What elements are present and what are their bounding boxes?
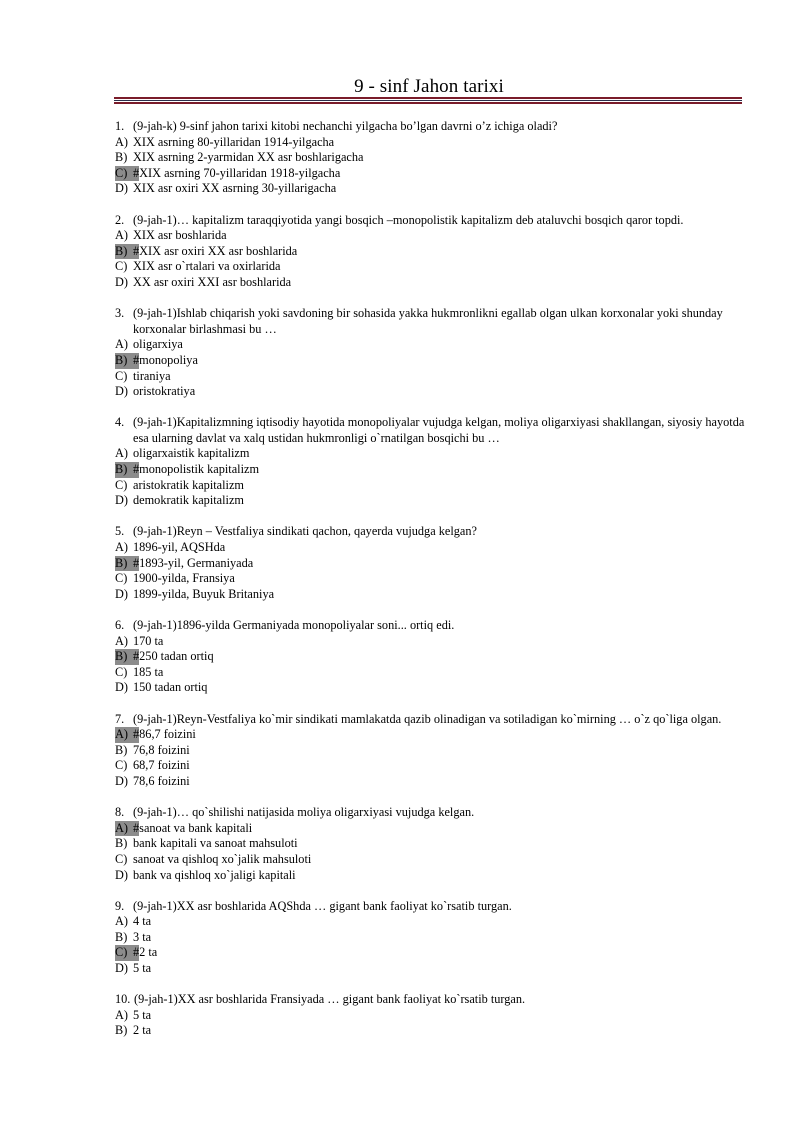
option-text: XIX asr oxiri XX asr boshlarida — [139, 243, 298, 258]
question-number: 4. — [115, 415, 125, 430]
option-text: 68,7 foizini — [133, 758, 190, 773]
option-text: 250 tadan ortiq — [139, 649, 214, 664]
option-letter: D) — [115, 961, 128, 976]
answer-option — [115, 228, 745, 244]
answer-option — [115, 259, 745, 275]
question-text: (9-jah-1)XX asr boshlarida AQShda … gigant bank faoliyat ko`rsatib turgan. — [133, 898, 512, 913]
option-text: aristokratik kapitalizm — [133, 477, 244, 492]
question-text: (9-jah-k) 9-sinf jahon tarixi kitobi nechanchi yilgacha bo’lgan davrni o’z ichiga oladi? — [133, 119, 558, 133]
option-text: 1900-yilda, Fransiya — [133, 571, 235, 586]
option-letter: B) — [115, 742, 128, 757]
correct-answer-marker: # — [133, 243, 140, 258]
question-stem — [115, 415, 745, 446]
answer-option — [115, 446, 745, 462]
option-text: 4 ta — [133, 914, 152, 929]
answer-option — [115, 914, 745, 930]
option-letter: A) — [115, 821, 133, 837]
option-text: tiraniya — [133, 368, 171, 383]
option-text: 1893-yil, Germaniyada — [139, 555, 254, 570]
answer-option — [115, 680, 745, 696]
option-letter: C) — [115, 571, 128, 586]
answer-option — [115, 634, 745, 650]
answer-option-correct — [115, 556, 745, 572]
correct-answer-marker: # — [133, 945, 140, 960]
question-text: (9-jah-1)Reyn-Vestfaliya ko`mir sindikati mamlakatda qazib olinadigan va sotiladigan ko`mirning … o`z qo`liga olgan. — [133, 711, 722, 726]
question-number: 8. — [115, 805, 125, 820]
option-text: 150 tadan ortiq — [133, 680, 208, 695]
option-letter: D) — [115, 680, 128, 695]
option-text: bank va qishloq xo`jaligi kapitali — [133, 867, 296, 882]
option-letter: A) — [115, 134, 128, 149]
question-item — [115, 213, 745, 291]
answer-option-correct — [115, 462, 745, 478]
answer-option — [115, 587, 745, 603]
option-letter: C) — [115, 477, 128, 492]
option-letter: B) — [115, 836, 128, 851]
question-number: 3. — [115, 306, 125, 321]
correct-answer-marker: # — [133, 165, 140, 180]
question-item — [115, 992, 745, 1039]
correct-answer-marker: # — [133, 727, 140, 742]
question-item — [115, 415, 745, 509]
question-stem — [115, 805, 745, 821]
answer-option — [115, 275, 745, 291]
option-letter: B) — [115, 150, 128, 165]
answer-option-correct — [115, 945, 745, 961]
question-text: (9-jah-1)… kapitalizm taraqqiyotida yangi bosqich –monopolistik kapitalizm deb ataluvchi bosqich qaror topdi. — [133, 212, 684, 227]
option-text: 5 ta — [133, 961, 152, 976]
option-letter: C) — [115, 851, 128, 866]
option-letter: D) — [115, 384, 128, 399]
answer-option-correct — [115, 166, 745, 182]
option-letter: D) — [115, 493, 128, 508]
answer-option — [115, 930, 745, 946]
answer-option — [115, 1008, 745, 1024]
answer-option — [115, 665, 745, 681]
question-number: 10. — [115, 992, 131, 1007]
option-letter: B) — [115, 556, 133, 572]
option-letter: B) — [115, 649, 133, 665]
question-item — [115, 618, 745, 696]
answer-option — [115, 135, 745, 151]
question-text: (9-jah-1)Kapitalizmning iqtisodiy hayotida monopoliyalar vujudga kelgan, moliya oligarxiyasi shakllangan, siyosiy hayotda esa ularning davlat va xalq ustidan hukmronligi o`rnatilgan bosqichi bu … — [133, 415, 745, 445]
correct-answer-marker: # — [133, 352, 140, 367]
option-text: 76,8 foizini — [133, 742, 190, 757]
option-letter: B) — [115, 244, 133, 260]
option-text: XIX asr oxiri XX asrning 30-yillarigacha — [133, 181, 337, 196]
option-letter: C) — [115, 945, 133, 961]
option-letter: C) — [115, 166, 133, 182]
answer-option-correct — [115, 244, 745, 260]
title-divider — [114, 97, 742, 99]
option-text: 2 ta — [139, 945, 158, 960]
option-letter: D) — [115, 181, 128, 196]
question-stem — [115, 119, 745, 135]
option-letter: B) — [115, 462, 133, 478]
option-text: XIX asr boshlarida — [133, 228, 227, 243]
answer-option — [115, 743, 745, 759]
answer-option — [115, 384, 745, 400]
answer-option — [115, 868, 745, 884]
option-letter: B) — [115, 929, 128, 944]
option-letter: A) — [115, 540, 128, 555]
question-number: 7. — [115, 711, 125, 726]
option-letter: C) — [115, 664, 128, 679]
option-text: 78,6 foizini — [133, 773, 190, 788]
option-text: 3 ta — [133, 929, 152, 944]
option-letter: D) — [115, 586, 128, 601]
question-item — [115, 119, 745, 197]
question-number: 2. — [115, 212, 125, 227]
question-number: 6. — [115, 618, 125, 632]
answer-option-correct — [115, 649, 745, 665]
answer-option — [115, 961, 745, 977]
option-letter: A) — [115, 1007, 128, 1022]
option-text: demokratik kapitalizm — [133, 493, 244, 508]
answer-option — [115, 369, 745, 385]
question-item — [115, 712, 745, 790]
question-stem — [115, 618, 745, 634]
option-text: 170 ta — [133, 633, 164, 648]
question-text: (9-jah-1)Reyn – Vestfaliya sindikati qachon, qayerda vujudga kelgan? — [133, 524, 477, 539]
question-list — [115, 119, 745, 1055]
option-letter: D) — [115, 274, 128, 289]
option-letter: A) — [115, 337, 128, 352]
question-item — [115, 899, 745, 977]
option-letter: C) — [115, 368, 128, 383]
question-text: (9-jah-1)XX asr boshlarida Fransiyada … gigant bank faoliyat ko`rsatib turgan. — [134, 992, 526, 1007]
correct-answer-marker: # — [133, 462, 140, 477]
option-letter: B) — [115, 353, 133, 369]
question-stem — [115, 899, 745, 915]
answer-option — [115, 337, 745, 353]
option-letter: D) — [115, 773, 128, 788]
page-title: 9 - sinf Jahon tarixi — [354, 76, 504, 97]
option-text: monopoliya — [139, 352, 198, 367]
question-item — [115, 805, 745, 883]
answer-option — [115, 540, 745, 556]
option-text: 2 ta — [133, 1023, 152, 1038]
option-text: XIX asrning 80-yillaridan 1914-yilgacha — [133, 134, 335, 149]
option-text: oligarxaistik kapitalizm — [133, 446, 250, 461]
option-text: XIX asrning 2-yarmidan XX asr boshlarigacha — [133, 150, 364, 165]
correct-answer-marker: # — [133, 555, 140, 570]
question-text: (9-jah-1)Ishlab chiqarish yoki savdoning bir sohasida yakka hukmronlikni egallab olgan ulkan korxonalar yoki shunday korxonalar birlashmasi bu … — [133, 306, 723, 336]
question-item — [115, 306, 745, 400]
option-text: XIX asrning 70-yillaridan 1918-yilgacha — [139, 165, 341, 180]
option-letter: B) — [115, 1023, 128, 1038]
option-text: 185 ta — [133, 664, 164, 679]
answer-option — [115, 181, 745, 197]
option-letter: A) — [115, 446, 128, 461]
option-text: XIX asr o`rtalari va oxirlarida — [133, 259, 281, 274]
question-stem — [115, 306, 745, 337]
question-number: 5. — [115, 524, 125, 539]
option-text: sanoat va bank kapitali — [139, 820, 253, 835]
option-text: oligarxiya — [133, 337, 183, 352]
option-text: XX asr oxiri XXI asr boshlarida — [133, 274, 292, 289]
answer-option — [115, 1023, 745, 1039]
answer-option — [115, 836, 745, 852]
option-text: 5 ta — [133, 1007, 152, 1022]
correct-answer-marker: # — [133, 649, 140, 664]
question-stem — [115, 992, 745, 1008]
answer-option — [115, 150, 745, 166]
option-text: 1896-yil, AQSHda — [133, 540, 226, 555]
question-stem — [115, 213, 745, 229]
answer-option-correct — [115, 727, 745, 743]
option-letter: C) — [115, 259, 128, 274]
option-letter: A) — [115, 633, 128, 648]
option-letter: A) — [115, 727, 133, 743]
option-text: monopolistik kapitalizm — [139, 462, 260, 477]
answer-option-correct — [115, 353, 745, 369]
question-text: (9-jah-1)1896-yilda Germaniyada monopoliyalar soni... ortiq edi. — [133, 618, 455, 632]
question-stem — [115, 712, 745, 728]
correct-answer-marker: # — [133, 820, 140, 835]
title-divider-lower — [114, 102, 742, 104]
option-letter: A) — [115, 228, 128, 243]
answer-option-correct — [115, 821, 745, 837]
option-letter: D) — [115, 867, 128, 882]
question-number: 9. — [115, 898, 125, 913]
option-text: oristokratiya — [133, 384, 196, 399]
question-item — [115, 524, 745, 602]
answer-option — [115, 493, 745, 509]
option-letter: A) — [115, 914, 128, 929]
question-text: (9-jah-1)… qo`shilishi natijasida moliya oligarxiyasi vujudga kelgan. — [133, 805, 475, 820]
option-text: sanoat va qishloq xo`jalik mahsuloti — [133, 851, 312, 866]
answer-option — [115, 571, 745, 587]
question-stem — [115, 524, 745, 540]
option-text: 1899-yilda, Buyuk Britaniya — [133, 586, 275, 601]
answer-option — [115, 774, 745, 790]
answer-option — [115, 478, 745, 494]
answer-option — [115, 758, 745, 774]
option-text: 86,7 foizini — [139, 727, 196, 742]
option-letter: C) — [115, 758, 128, 773]
option-text: bank kapitali va sanoat mahsuloti — [133, 836, 298, 851]
question-number: 1. — [115, 119, 125, 133]
title-divider-inner — [114, 100, 742, 101]
answer-option — [115, 852, 745, 868]
